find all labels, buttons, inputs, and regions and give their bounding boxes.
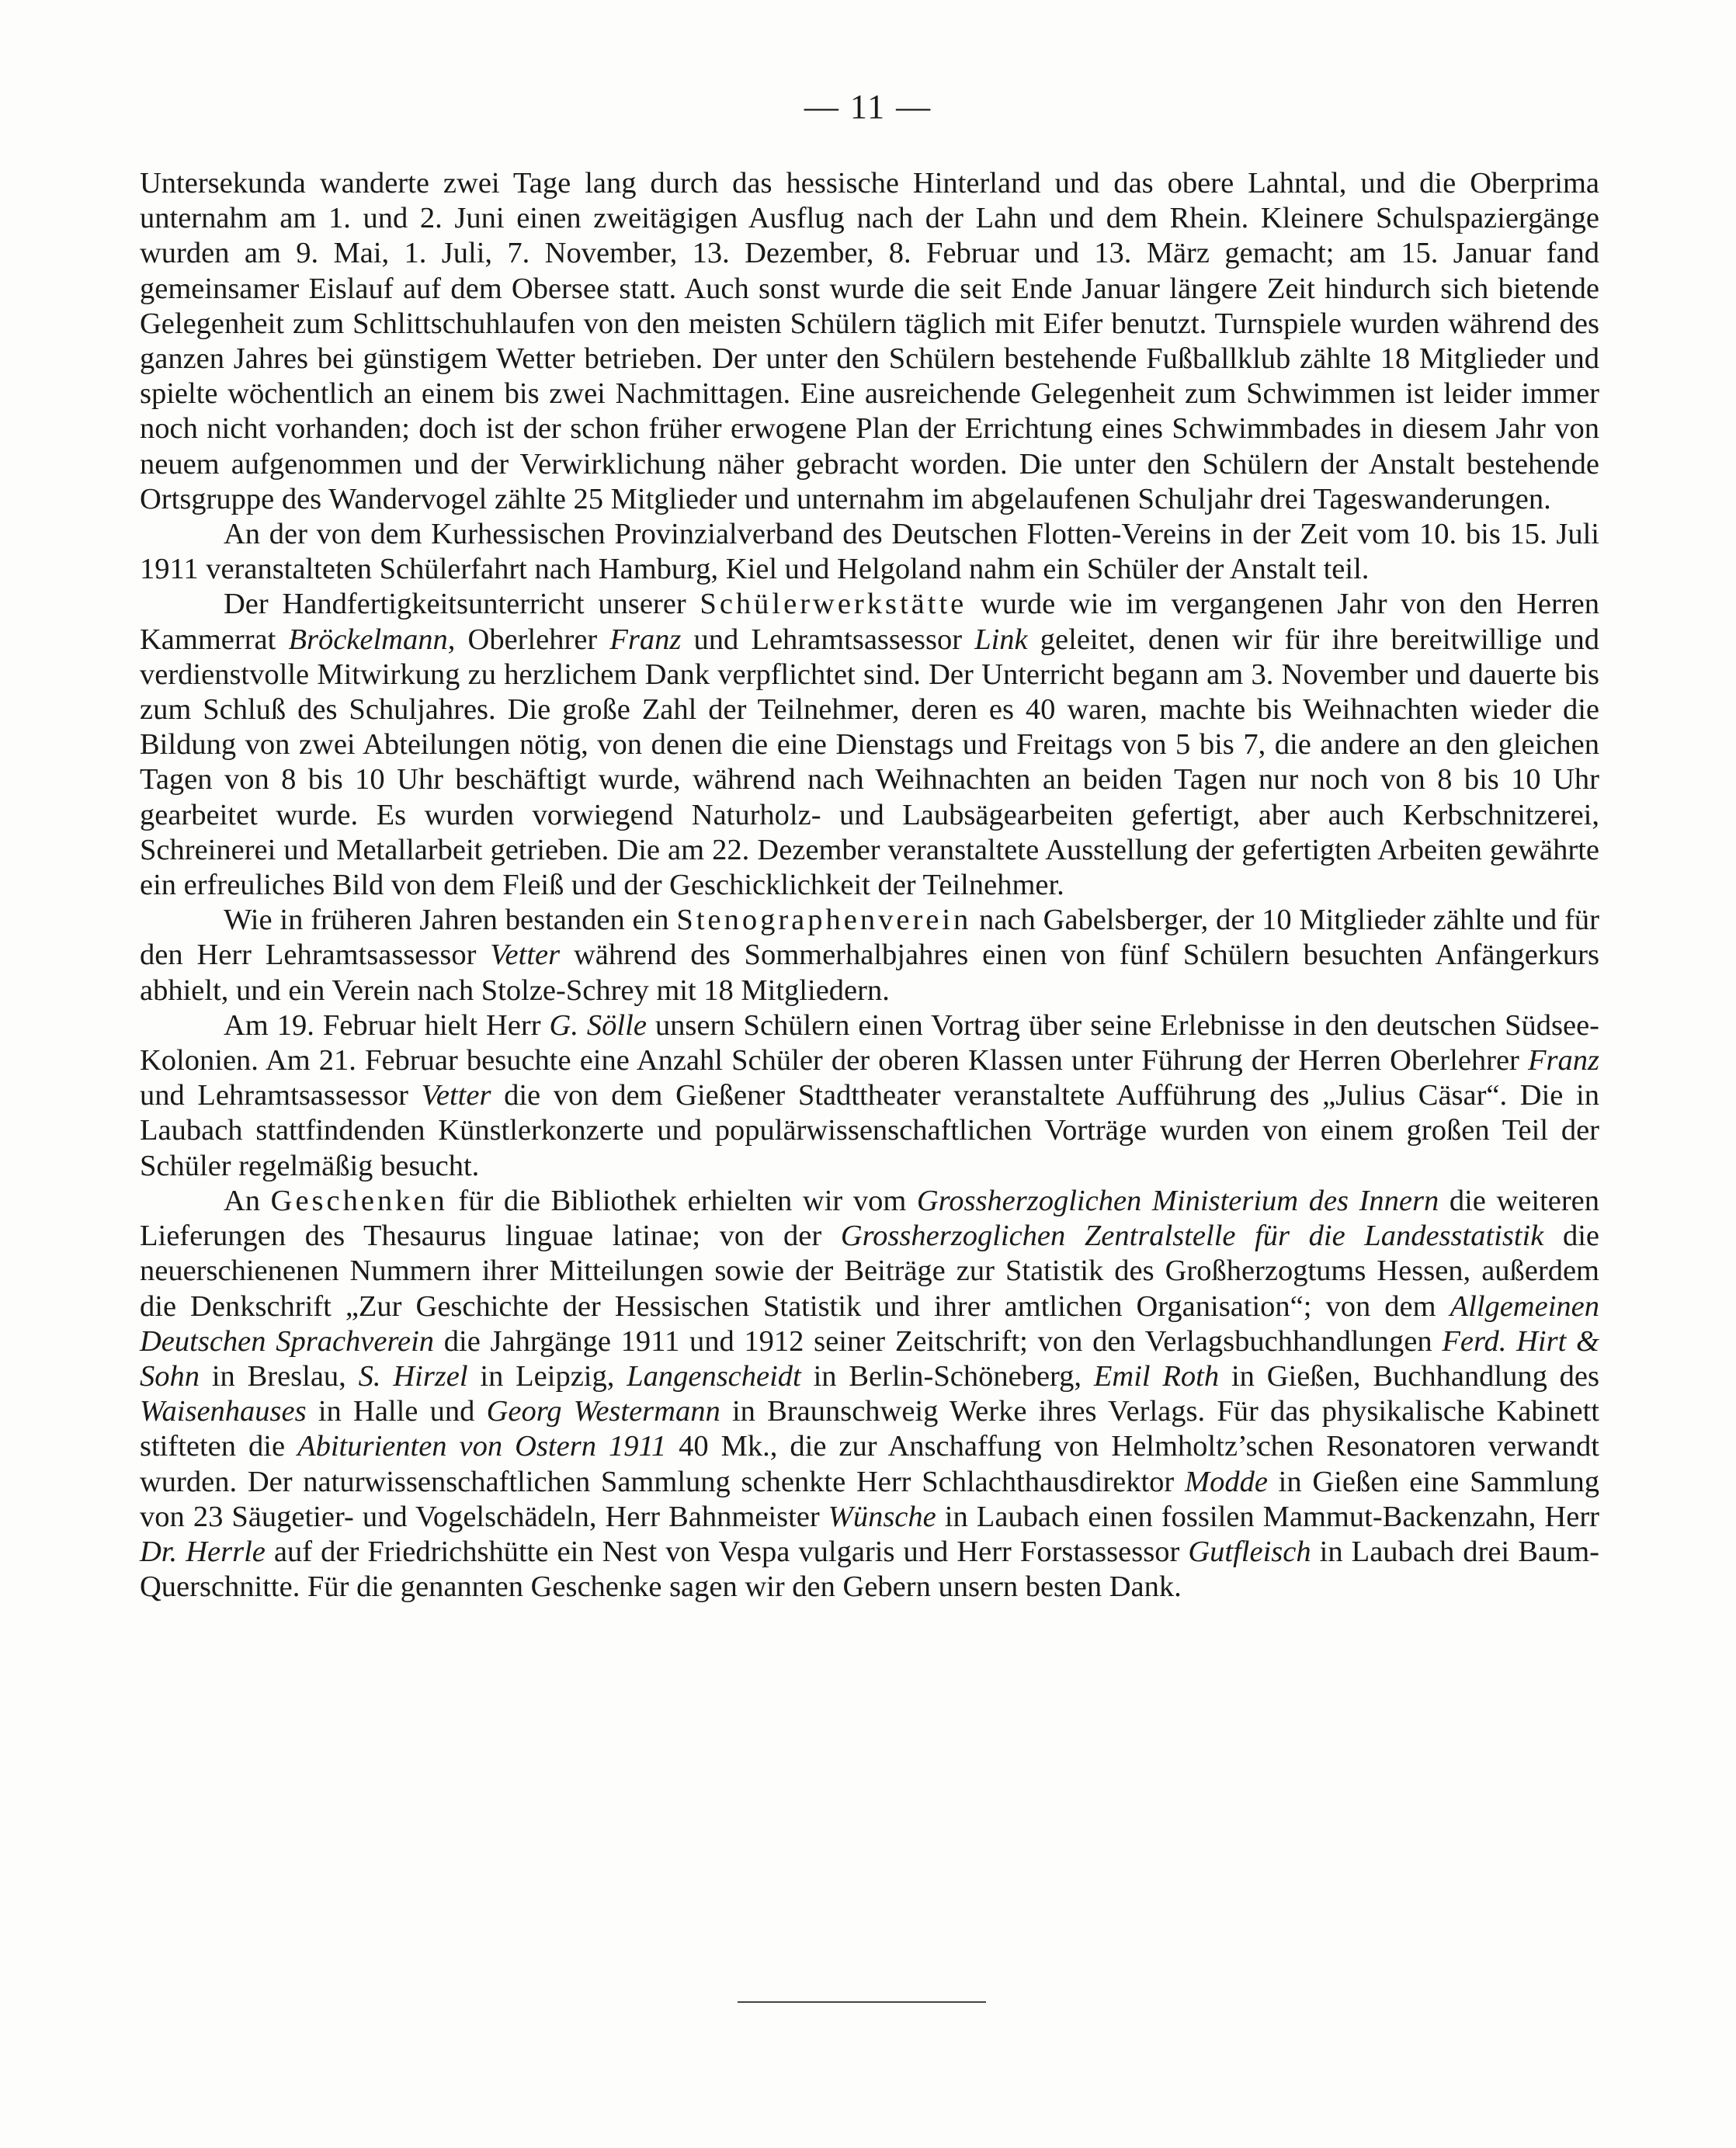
- italic-name: Gutfleisch: [1188, 1535, 1311, 1568]
- italic-name: Franz: [1528, 1044, 1599, 1077]
- text-run: Oberlehrer: [455, 623, 610, 656]
- paragraph: [140, 587, 1599, 903]
- spaced-emphasis: Schülerwerkstätte: [700, 588, 967, 621]
- italic-name: S. Hirzel: [358, 1359, 468, 1393]
- text-run: in Gießen, Buchhandlung des: [1219, 1359, 1599, 1393]
- text-run: die neuerschienenen Nummern ihrer Mitteilungen sowie der Beiträge zur Statistik des Großherzogtums Hessen, außerdem die Denkschrift „Zur Geschichte der Hessischen Statistik und ihrer amtlichen Organisation“; von dem: [140, 1220, 1599, 1323]
- spaced-emphasis: Stenographenverein: [676, 904, 972, 937]
- text-run: die Jahrgänge 1911 und 1912 seiner Zeitschrift; von den Verlagsbuchhandlungen: [434, 1324, 1443, 1358]
- paragraph: [140, 1008, 1599, 1184]
- italic-name: Emil Roth: [1093, 1359, 1220, 1393]
- body-text: [140, 166, 1599, 1605]
- text-run: Am 19. Februar hielt Herr: [224, 1008, 550, 1042]
- italic-name: Modde: [1185, 1465, 1268, 1498]
- italic-name: G. Sölle: [549, 1008, 647, 1042]
- italic-name: Georg Westermann: [486, 1395, 720, 1428]
- spaced-emphasis: Geschenken: [270, 1184, 448, 1217]
- text-run: wurde wie im vergangenen Jahr von den Herren Kammerrat: [140, 588, 1599, 656]
- italic-name: Waisenhauses: [140, 1395, 307, 1428]
- paragraph: [140, 1184, 1599, 1605]
- text-run: Wie in früheren Jahren bestanden ein: [224, 904, 677, 937]
- italic-name: Vetter: [490, 939, 561, 972]
- text-run: in Berlin-Schöneberg,: [800, 1359, 1094, 1393]
- italic-name: Bröckelmann,: [288, 623, 456, 656]
- italic-name: Grossherzoglichen Zentralstelle für die Landesstatistik: [840, 1220, 1544, 1253]
- text-run: An: [224, 1184, 271, 1217]
- text-run: geleitet, denen wir für ihre bereitwillige und verdienstvolle Mitwirkung zu herzlichem Dank verpflichtet sind. Der Unterricht begann am 3. November und dauerte bis zum Schluß des Schuljahres. Die große Zahl der Teilnehmer, deren es 40 waren, machte bis Weihnachten wieder die Bildung von zwei Abteilungen nötig, von denen die eine Dienstags und Freitags von 5 bis 7, die andere an den gleichen Tagen von 8 bis 10 Uhr beschäftigt wurde, während nach Weihnachten an beiden Tagen nur noch von 8 bis 10 Uhr gearbeitet wurde. Es wurden vorwiegend Naturholz- und Laubsägearbeiten gefertigt, aber auch Kerbschnitzerei, Schreinerei und Metallarbeit getrieben. Die am 22. Dezember veranstaltete Ausstellung der gefertigten Arbeiten gewährte ein erfreuliches Bild von dem Fleiß und der Geschicklichkeit der Teilnehmer.: [140, 623, 1599, 902]
- text-run: in Breslau,: [200, 1359, 359, 1393]
- italic-name: Ferd. Hirt & Sohn: [140, 1324, 1599, 1393]
- italic-name: Langenscheidt: [627, 1359, 801, 1393]
- text-run: 40 Mk., die zur Anschaffung von Helmholtz’schen Resonatoren verwandt wurden. Der naturwissenschaftlichen Sammlung schenkte Herr Schlachthausdirektor: [140, 1430, 1599, 1498]
- text-run: und Lehramtsassessor: [681, 623, 975, 656]
- italic-name: Vetter: [421, 1079, 491, 1112]
- text-run: unsern Schülern einen Vortrag über seine Erlebnisse in den deutschen Südsee-Kolonien. Am 21. Februar besuchte eine Anzahl Schüler der oberen Klassen unter Führung der Herren Oberlehrer: [140, 1008, 1599, 1077]
- italic-name: Link: [974, 623, 1028, 656]
- paragraph: [140, 517, 1599, 587]
- text-run: für die Bibliothek erhielten wir vom: [447, 1184, 917, 1217]
- text-run: in Laubach einen fossilen Mammut-Backenzahn, Herr: [936, 1500, 1599, 1533]
- text-run: in Gießen eine Sammlung von 23 Säugetier- und Vogelschädeln, Herr Bahnmeister: [140, 1465, 1599, 1533]
- text-run: Der Handfertigkeitsunterricht unserer: [224, 588, 700, 621]
- italic-name: Wünsche: [828, 1500, 936, 1533]
- italic-name: Dr. Herrle: [140, 1535, 266, 1568]
- text-run: in Braunschweig Werke ihres Verlags. Für das physikalische Kabinett stifteten die: [140, 1395, 1599, 1463]
- text-run: die weiteren Lieferungen des Thesaurus linguae latinae; von der: [140, 1184, 1600, 1253]
- text-run: Untersekunda wanderte zwei Tage lang durch das hessische Hinterland und das obere Lahntal, und die Oberprima unternahm am 1. und 2. Juni einen zweitägigen Ausflug nach der Lahn und dem Rhein. Kleinere Schulspaziergänge wurden am 9. Mai, 1. Juli, 7. November, 13. Dezember, 8. Februar und 13. März gemacht; am 15. Januar fand gemeinsamer Eislauf auf dem Obersee statt. Auch sonst wurde die seit Ende Januar längere Zeit hindurch sich bietende Gelegenheit zum Schlittschuhlaufen von den meisten Schülern täglich mit Eifer benutzt. Turnspiele wurden während des ganzen Jahres bei günstigem Wetter betrieben. Der unter den Schülern bestehende Fußballklub zählte 18 Mitglieder und spielte wöchentlich an einem bis zwei Nachmittagen. Eine ausreichende Gelegenheit zum Schwimmen ist leider immer noch nicht vorhanden; doch ist der schon früher erwogene Plan der Errichtung eines Schwimmbades in diesem Jahr von neuem aufgenommen und der Verwirklichung näher gebracht worden. Die unter den Schülern der Anstalt bestehende Ortsgruppe des Wandervogel zählte 25 Mitglieder und unternahm im abgelaufenen Schuljahr drei Tageswanderungen.: [140, 167, 1599, 515]
- paragraph: [140, 903, 1599, 1008]
- italic-name: Franz: [609, 623, 682, 656]
- text-run: in Halle und: [306, 1395, 487, 1428]
- italic-name: Allgemeinen Deutschen Sprachverein: [140, 1289, 1599, 1358]
- paragraph: [140, 166, 1599, 517]
- text-run: die von dem Gießener Stadttheater veranstaltete Aufführung des „Julius Cäsar“. Die in Laubach stattfindenden Künstlerkonzerte und populärwissenschaftlichen Vorträge wurden von einem großen Teil der Schüler regelmäßig besucht.: [140, 1079, 1599, 1182]
- italic-name: Abiturienten von Ostern 1911: [297, 1430, 667, 1463]
- text-run: während des Sommerhalbjahres einen von fünf Schülern besuchten Anfängerkurs abhielt, und ein Verein nach Stolze-Schrey mit 18 Mitgliedern.: [140, 939, 1599, 1007]
- text-run: nach Gabelsberger, der 10 Mitglieder zählte und für den Herr Lehramtsassessor: [140, 904, 1600, 972]
- text-run: und Lehramtsassessor: [140, 1079, 422, 1112]
- page-number: — 11 —: [804, 88, 932, 126]
- text-run: in Laubach drei Baum-Querschnitte. Für die genannten Geschenke sagen wir den Gebern unsern besten Dank.: [140, 1535, 1599, 1604]
- text-run: in Leipzig,: [467, 1359, 627, 1393]
- italic-name: Grossherzoglichen Ministerium des Innern: [916, 1184, 1439, 1217]
- text-run: auf der Friedrichshütte ein Nest von Vespa vulgaris und Herr Forstassessor: [265, 1535, 1189, 1568]
- text-run: An der von dem Kurhessischen Provinzialverband des Deutschen Flotten-Vereins in der Zeit vom 10. bis 15. Juli 1911 veranstalteten Schülerfahrt nach Hamburg, Kiel und Helgoland nahm ein Schüler der Anstalt teil.: [140, 518, 1599, 586]
- footer-rule: [738, 2001, 986, 2003]
